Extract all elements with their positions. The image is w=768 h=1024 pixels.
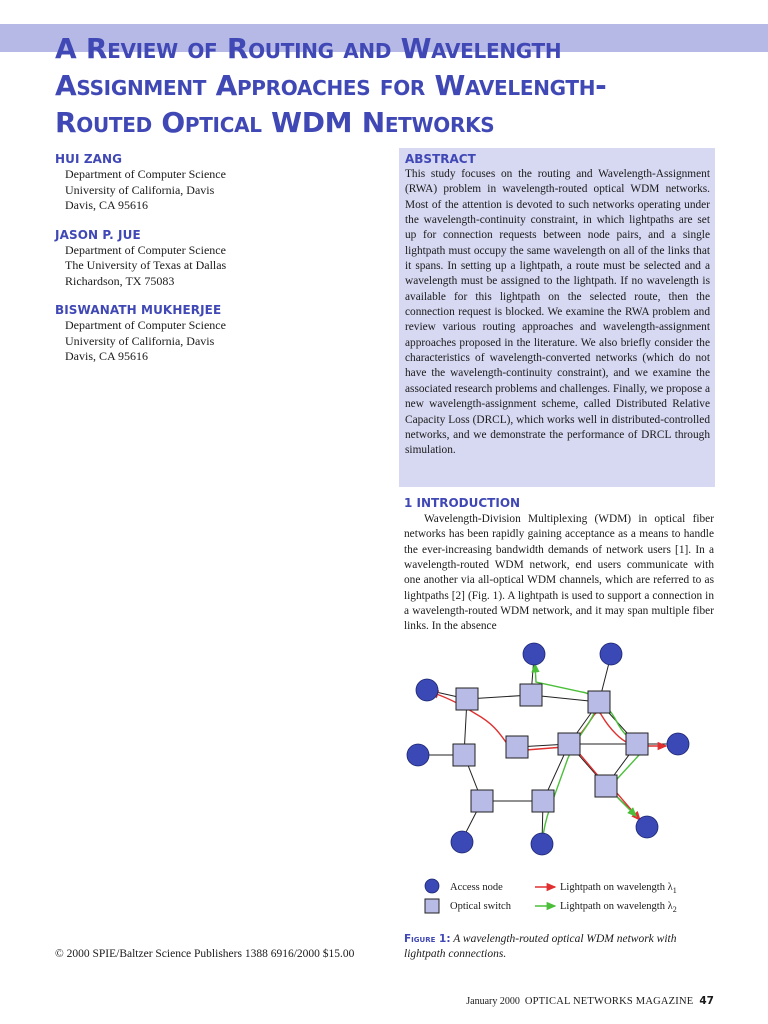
author-name: BISWANATH MUKHERJEE [55, 303, 222, 317]
author-name: HUI ZANG [55, 152, 123, 166]
author-block [55, 302, 375, 365]
optical-switch [588, 691, 610, 713]
introduction-paragraph: Wavelength-Division Multiplexing (WDM) in optical fiber networks has been rapidly gaining acceptance as a means to handle the ever-increasing bandwidth demands of network users [1]. In a wavelength-routed WDM network, end users communicate with one another via all-optical WDM channels, which are referred to as lightpaths [2] (Fig. 1). A lightpath is used to support a connection in a wavelength-routed WDM network, and it may span multiple fiber links. In the absence [404, 513, 714, 633]
optical-switch [595, 775, 617, 797]
network-diagram [404, 638, 714, 928]
affiliation-dept: Department of Computer Science [65, 242, 226, 257]
affiliation-location: Richardson, TX 75083 [65, 273, 175, 288]
author-list [55, 151, 375, 378]
page-footer [466, 995, 714, 1007]
affiliation-org: The University of Texas at Dallas [65, 258, 227, 272]
legend-access-node-icon [425, 879, 439, 893]
copyright-notice: © 2000 SPIE/Baltzer Science Publishers 1388 6916/2000 $15.00 [55, 948, 355, 960]
affiliation-org: University of California, Davis [65, 333, 215, 348]
legend-lambda1-label: Lightpath on wavelength $\lambda_1$ [560, 882, 677, 895]
legend-switch-label: Optical switch [450, 901, 511, 912]
abstract-heading: ABSTRACT [405, 152, 476, 166]
abstract-box [399, 148, 715, 487]
access-node [667, 733, 689, 755]
author-affiliation [55, 318, 375, 365]
access-node [600, 643, 622, 665]
access-node [451, 831, 473, 853]
affiliation-dept: Department of Computer Science [65, 318, 226, 332]
abstract-text: This study focuses on the routing and Wavelength-Assignment (RWA) problem in wavelength-routed optical WDM networks. Most of the attention is devoted to such networks operating under the wavelength-continuity constraint, in which lightpaths are set up for connection requests between node pairs, and a single lightpath must occupy the same wavelength on all of the links that it spans. In setting up a lightpath, a route must be selected and a wavelength must be assigned to the lightpath. If no wavelength is available for this lightpath on the selected route, then the connection request is blocked. We examine the RWA problem and review various routing approaches and wavelength-assignment approaches proposed in the literature. We also briefly consider the characteristics of wavelength-converted networks (which do not have the wavelength-continuity constraint), and we examine the associated research problems and challenges. Finally, we propose a new wavelength-assignment scheme, called Distributed Relative Capacity Loss (DRCL), which works well in distributed-controlled networks, and we demonstrate the performance of DRCL through simulation. [405, 168, 710, 457]
figure-caption-label: Figure 1: [404, 933, 451, 945]
access-node [523, 643, 545, 665]
optical-switch [506, 736, 528, 758]
optical-switch [558, 733, 580, 755]
optical-switch [532, 790, 554, 812]
legend-lambda2-label: Lightpath on wavelength $\lambda_2$ [560, 901, 677, 914]
title-line-3: Routed Optical WDM Networks [55, 106, 495, 139]
optical-switch [520, 684, 542, 706]
author-affiliation [55, 243, 375, 290]
author-affiliation [55, 167, 375, 214]
footer-date: January 2000 [466, 996, 520, 1007]
optical-switch [456, 688, 478, 710]
optical-switch [626, 733, 648, 755]
section-heading-introduction: 1 INTRODUCTION [404, 496, 521, 510]
optical-switch [453, 744, 475, 766]
author-block [55, 227, 375, 290]
access-node [416, 679, 438, 701]
figure-legend [425, 879, 677, 914]
access-node [407, 744, 429, 766]
affiliation-location: Davis, CA 95616 [65, 198, 149, 212]
footer-magazine: OPTICAL NETWORKS MAGAZINE [524, 996, 694, 1007]
title-line-2: Assignment Approaches for Wavelength- [55, 69, 607, 102]
affiliation-org: University of California, Davis [65, 182, 215, 197]
affiliation-location: Davis, CA 95616 [65, 349, 149, 363]
paper-title [55, 30, 755, 141]
access-node [636, 816, 658, 838]
legend-access-label: Access node [450, 882, 503, 893]
figure-caption-text: A wavelength-routed optical WDM network with lightpath connections. [404, 933, 677, 960]
figure-1 [404, 638, 714, 928]
access-node [531, 833, 553, 855]
optical-switch [471, 790, 493, 812]
author-name: JASON P. JUE [55, 227, 141, 242]
page-number: 47 [699, 995, 714, 1007]
affiliation-dept: Department of Computer Science [65, 167, 226, 181]
legend-switch-icon [425, 899, 439, 913]
figure-caption [404, 932, 716, 962]
title-line-1: A Review of Routing and Wavelength [55, 32, 562, 65]
author-block [55, 151, 375, 214]
